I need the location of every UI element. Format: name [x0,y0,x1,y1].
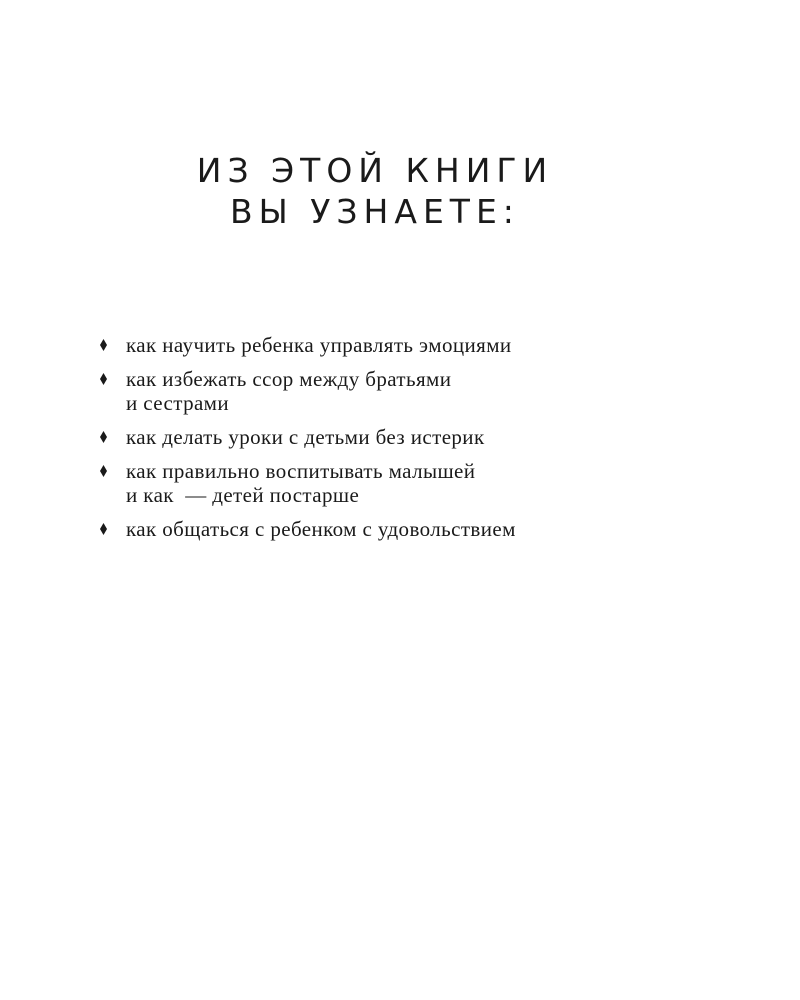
list-item [100,425,720,449]
benefits-list [100,333,720,551]
title-line-2: ВЫ УЗНАЕТЕ: [230,192,520,232]
list-item [100,517,720,541]
list-item [100,367,720,415]
list-item-text: как избежать ссор между братьями [126,367,452,391]
list-item-text-continuation: и сестрами [126,391,230,415]
diamond-bullet-icon [100,465,107,477]
title-line-1: ИЗ ЭТОЙ КНИГИ [196,151,554,191]
page-title [0,150,750,232]
diamond-bullet-icon [100,523,107,535]
list-item-text: как делать уроки с детьми без истерик [126,425,485,449]
list-item [100,333,720,357]
list-item [100,459,720,507]
diamond-bullet-icon [100,431,107,443]
list-item-text-continuation: и как — детей постарше [126,483,360,507]
diamond-bullet-icon [100,373,107,385]
list-item-text: как правильно воспитывать малышей [126,459,476,483]
list-item-text: как научить ребенка управлять эмоциями [126,333,512,357]
diamond-bullet-icon [100,339,107,351]
list-item-text: как общаться с ребенком с удовольствием [126,517,516,541]
